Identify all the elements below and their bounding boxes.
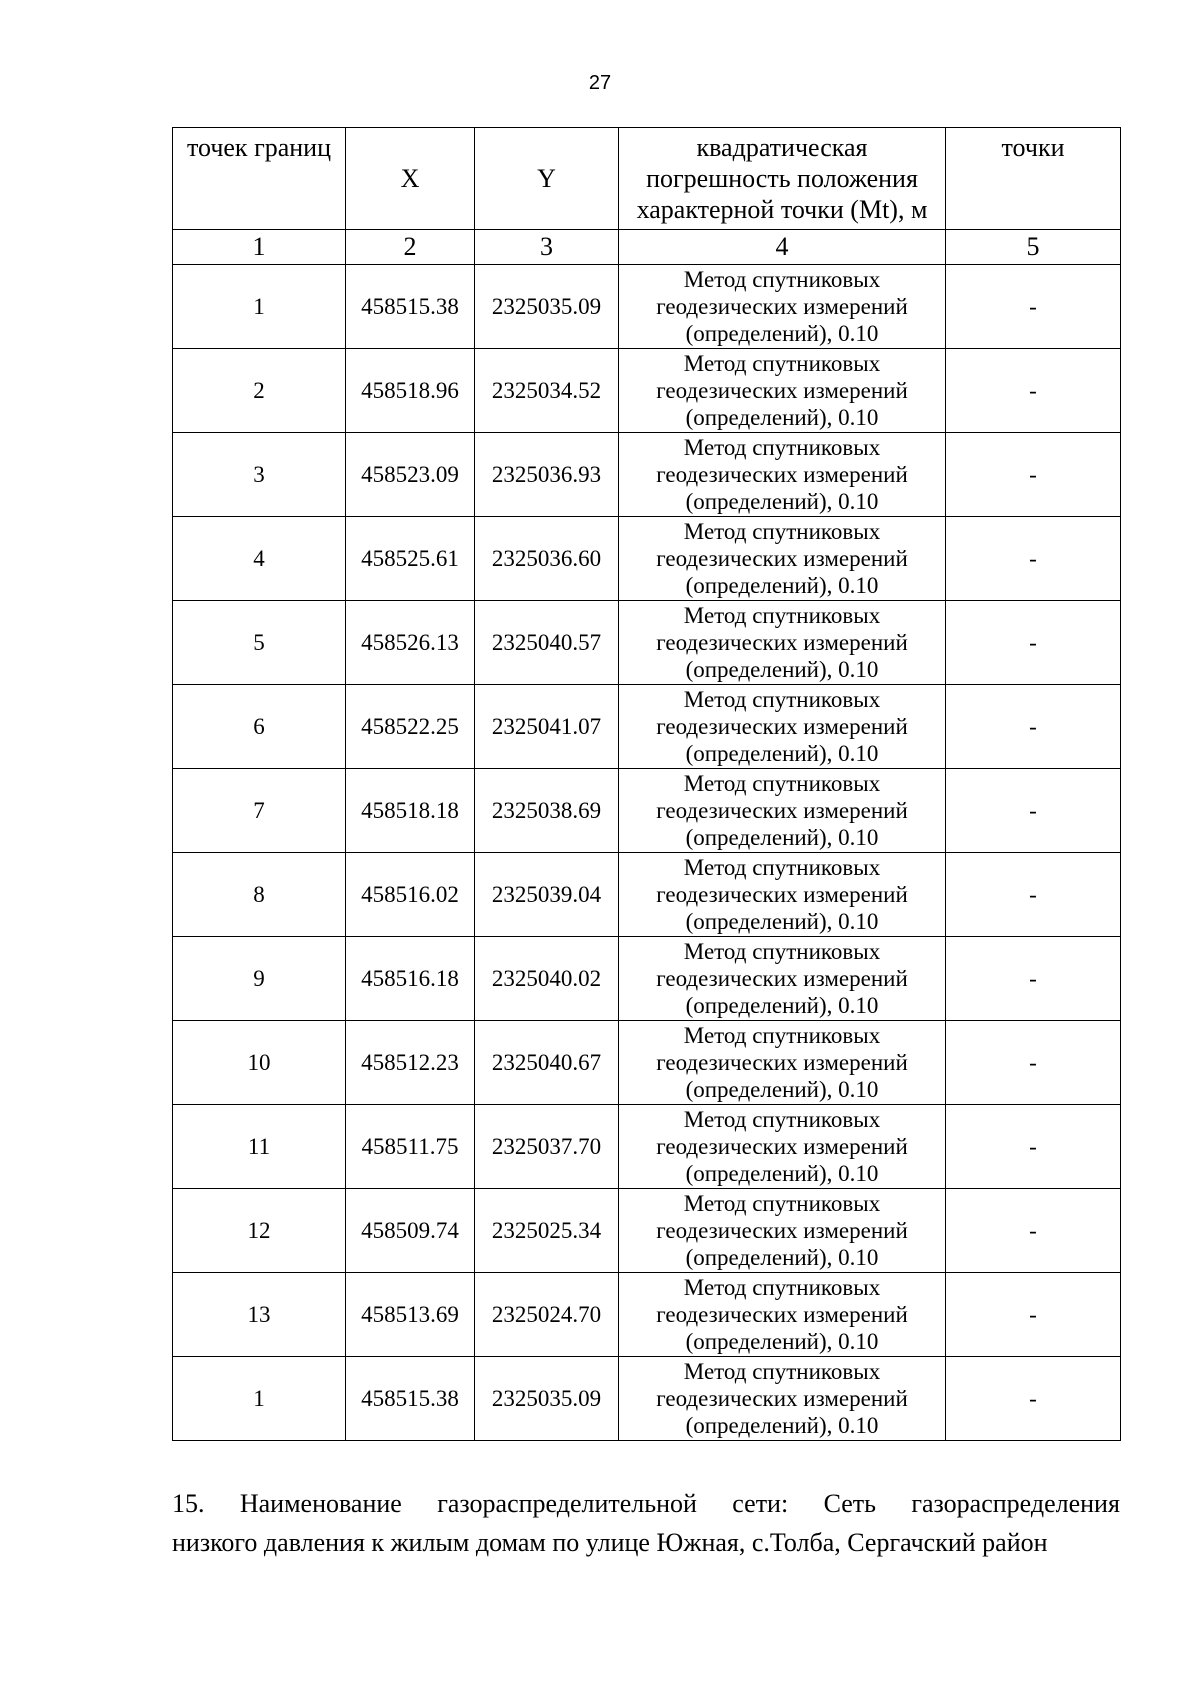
table-row bbox=[173, 685, 1121, 769]
cell-description: - bbox=[946, 1189, 1121, 1273]
cell-point-number: 11 bbox=[173, 1105, 346, 1189]
cell-description: - bbox=[946, 1273, 1121, 1357]
cell-method: Метод спутниковых геодезических измерений (определений), 0.10 bbox=[619, 601, 946, 685]
cell-method: Метод спутниковых геодезических измерений (определений), 0.10 bbox=[619, 265, 946, 349]
cell-point-number: 7 bbox=[173, 769, 346, 853]
cell-y: 2325038.69 bbox=[475, 769, 619, 853]
cell-x: 458516.02 bbox=[346, 853, 475, 937]
cell-y: 2325034.52 bbox=[475, 349, 619, 433]
table-row bbox=[173, 937, 1121, 1021]
cell-point-number: 5 bbox=[173, 601, 346, 685]
header-cell-x: X bbox=[346, 128, 475, 230]
cell-y: 2325025.34 bbox=[475, 1189, 619, 1273]
cell-point-number: 13 bbox=[173, 1273, 346, 1357]
cell-y: 2325036.93 bbox=[475, 433, 619, 517]
cell-description: - bbox=[946, 433, 1121, 517]
table-row bbox=[173, 769, 1121, 853]
cell-description: - bbox=[946, 937, 1121, 1021]
paragraph-second-line: низкого давления к жилым домам по улице Южная, с.Толба, Сергачский район bbox=[172, 1528, 1048, 1557]
cell-method: Метод спутниковых геодезических измерений (определений), 0.10 bbox=[619, 517, 946, 601]
cell-x: 458511.75 bbox=[346, 1105, 475, 1189]
cell-x: 458513.69 bbox=[346, 1273, 475, 1357]
cell-y: 2325035.09 bbox=[475, 265, 619, 349]
column-number: 3 bbox=[475, 230, 619, 265]
cell-y: 2325036.60 bbox=[475, 517, 619, 601]
paragraph-word: газораспределительной bbox=[437, 1489, 697, 1518]
column-number: 2 bbox=[346, 230, 475, 265]
table-row bbox=[173, 853, 1121, 937]
cell-point-number: 10 bbox=[173, 1021, 346, 1105]
cell-method: Метод спутниковых геодезических измерений (определений), 0.10 bbox=[619, 1273, 946, 1357]
table-row bbox=[173, 349, 1121, 433]
cell-description: - bbox=[946, 685, 1121, 769]
cell-x: 458515.38 bbox=[346, 1357, 475, 1441]
cell-description: - bbox=[946, 1021, 1121, 1105]
cell-method: Метод спутниковых геодезических измерений (определений), 0.10 bbox=[619, 685, 946, 769]
cell-description: - bbox=[946, 601, 1121, 685]
cell-y: 2325041.07 bbox=[475, 685, 619, 769]
cell-point-number: 2 bbox=[173, 349, 346, 433]
cell-x: 458512.23 bbox=[346, 1021, 475, 1105]
header-cell-description: точки bbox=[946, 128, 1121, 230]
table-row bbox=[173, 1105, 1121, 1189]
table-row bbox=[173, 1021, 1121, 1105]
table-row bbox=[173, 265, 1121, 349]
cell-y: 2325040.67 bbox=[475, 1021, 619, 1105]
cell-point-number: 1 bbox=[173, 265, 346, 349]
cell-description: - bbox=[946, 769, 1121, 853]
table-row bbox=[173, 517, 1121, 601]
paragraph-word: газораспределения bbox=[911, 1489, 1120, 1518]
cell-description: - bbox=[946, 1357, 1121, 1441]
cell-description: - bbox=[946, 517, 1121, 601]
paragraph-word: Наименование bbox=[239, 1489, 402, 1518]
header-cell-points: точек границ bbox=[173, 128, 346, 230]
cell-method: Метод спутниковых геодезических измерений (определений), 0.10 bbox=[619, 1357, 946, 1441]
cell-description: - bbox=[946, 265, 1121, 349]
cell-point-number: 8 bbox=[173, 853, 346, 937]
boundary-points-table bbox=[172, 127, 1121, 1441]
cell-y: 2325040.57 bbox=[475, 601, 619, 685]
column-number: 4 bbox=[619, 230, 946, 265]
header-cell-accuracy: квадратическая погрешность положения характерной точки (Mt), м bbox=[619, 128, 946, 230]
cell-x: 458525.61 bbox=[346, 517, 475, 601]
cell-point-number: 9 bbox=[173, 937, 346, 1021]
cell-x: 458518.96 bbox=[346, 349, 475, 433]
cell-point-number: 3 bbox=[173, 433, 346, 517]
cell-x: 458518.18 bbox=[346, 769, 475, 853]
cell-method: Метод спутниковых геодезических измерений (определений), 0.10 bbox=[619, 769, 946, 853]
cell-x: 458516.18 bbox=[346, 937, 475, 1021]
paragraph-word: сети: bbox=[732, 1489, 789, 1518]
paragraph-word: Сеть bbox=[823, 1489, 876, 1518]
column-number: 1 bbox=[173, 230, 346, 265]
cell-description: - bbox=[946, 853, 1121, 937]
cell-method: Метод спутниковых геодезических измерений (определений), 0.10 bbox=[619, 1189, 946, 1273]
cell-y: 2325039.04 bbox=[475, 853, 619, 937]
cell-y: 2325035.09 bbox=[475, 1357, 619, 1441]
table-row bbox=[173, 601, 1121, 685]
cell-method: Метод спутниковых геодезических измерений (определений), 0.10 bbox=[619, 937, 946, 1021]
table-row bbox=[173, 1189, 1121, 1273]
cell-point-number: 4 bbox=[173, 517, 346, 601]
cell-description: - bbox=[946, 1105, 1121, 1189]
cell-method: Метод спутниковых геодезических измерений (определений), 0.10 bbox=[619, 433, 946, 517]
cell-y: 2325037.70 bbox=[475, 1105, 619, 1189]
header-cell-y: Y bbox=[475, 128, 619, 230]
cell-x: 458522.25 bbox=[346, 685, 475, 769]
cell-x: 458526.13 bbox=[346, 601, 475, 685]
cell-x: 458509.74 bbox=[346, 1189, 475, 1273]
cell-method: Метод спутниковых геодезических измерений (определений), 0.10 bbox=[619, 853, 946, 937]
section-paragraph bbox=[172, 1484, 1120, 1562]
cell-point-number: 6 bbox=[173, 685, 346, 769]
table-row bbox=[173, 1273, 1121, 1357]
table-header-row bbox=[173, 128, 1121, 230]
cell-method: Метод спутниковых геодезических измерений (определений), 0.10 bbox=[619, 349, 946, 433]
table-row bbox=[173, 1357, 1121, 1441]
cell-x: 458523.09 bbox=[346, 433, 475, 517]
paragraph-first-line bbox=[172, 1484, 1120, 1523]
cell-method: Метод спутниковых геодезических измерений (определений), 0.10 bbox=[619, 1105, 946, 1189]
page-number: 27 bbox=[588, 72, 612, 94]
paragraph-number: 15. bbox=[172, 1489, 205, 1518]
cell-point-number: 12 bbox=[173, 1189, 346, 1273]
cell-point-number: 1 bbox=[173, 1357, 346, 1441]
cell-y: 2325024.70 bbox=[475, 1273, 619, 1357]
cell-description: - bbox=[946, 349, 1121, 433]
column-number: 5 bbox=[946, 230, 1121, 265]
column-number-row bbox=[173, 230, 1121, 265]
table-row bbox=[173, 433, 1121, 517]
cell-y: 2325040.02 bbox=[475, 937, 619, 1021]
cell-method: Метод спутниковых геодезических измерений (определений), 0.10 bbox=[619, 1021, 946, 1105]
cell-x: 458515.38 bbox=[346, 265, 475, 349]
